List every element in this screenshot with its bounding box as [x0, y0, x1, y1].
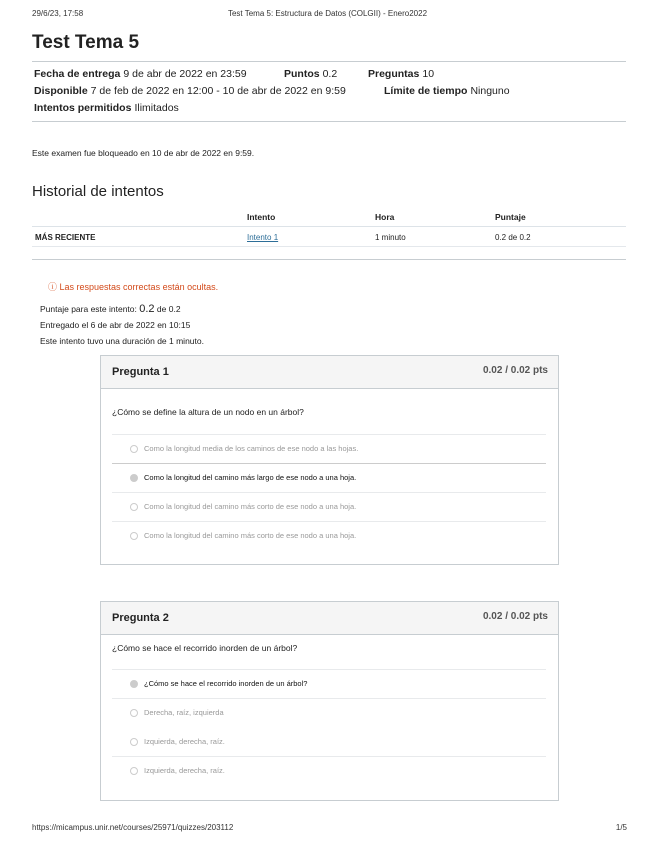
- time-limit: Límite de tiempo Ninguno: [384, 85, 510, 97]
- divider: [32, 61, 626, 62]
- answer-option-selected[interactable]: ¿Cómo se hace el recorrido inorden de un árbol?: [112, 669, 546, 699]
- answer-option[interactable]: Como la longitud media de los caminos de ese nodo a las hojas.: [112, 434, 546, 464]
- radio-icon: [130, 503, 138, 511]
- answer-option[interactable]: Como la longitud del camino más corto de ese nodo a una hoja.: [112, 521, 546, 551]
- question-2: [100, 601, 559, 801]
- question-points: 0.02 / 0.02 pts: [482, 365, 548, 376]
- availability: Disponible 7 de feb de 2022 en 12:00 - 10 de abr de 2022 en 9:59: [34, 85, 346, 97]
- answer-option[interactable]: Izquierda, derecha, raíz.: [112, 727, 546, 757]
- divider: [32, 226, 626, 227]
- answer-option[interactable]: Izquierda, derecha, raíz.: [112, 756, 546, 786]
- attempt-time: 1 minuto: [375, 233, 406, 242]
- radio-icon: [130, 445, 138, 453]
- row-label: MÁS RECIENTE: [35, 233, 96, 242]
- question-points: 0.02 / 0.02 pts: [482, 611, 548, 622]
- col-attempt: Intento: [247, 212, 276, 222]
- answer-option[interactable]: Como la longitud del camino más corto de ese nodo a una hoja.: [112, 492, 546, 522]
- footer-url: https://micampus.unir.net/courses/25971/quizzes/203112: [32, 823, 234, 832]
- divider: [32, 121, 626, 122]
- radio-selected-icon: [130, 474, 138, 482]
- questions-count: Preguntas 10: [368, 68, 435, 80]
- question-text: ¿Cómo se define la altura de un nodo en un árbol?: [112, 407, 304, 417]
- history-title: Historial de intentos: [32, 183, 164, 200]
- radio-selected-icon: [130, 680, 138, 688]
- warning-icon: ⓘ: [48, 282, 60, 292]
- question-1: [100, 355, 559, 565]
- divider: [32, 246, 626, 247]
- duration: Este intento tuvo una duración de 1 minuto.: [40, 336, 204, 346]
- question-text: ¿Cómo se hace el recorrido inorden de un árbol?: [112, 643, 298, 653]
- locked-notice: Este examen fue bloqueado en 10 de abr de 2022 en 9:59.: [32, 148, 255, 158]
- points: Puntos 0.2: [284, 68, 338, 80]
- divider: [32, 259, 626, 260]
- submitted: Entregado el 6 de abr de 2022 en 10:15: [40, 320, 191, 330]
- hidden-answers-warning: ⓘ Las respuestas correctas están ocultas.: [48, 282, 219, 292]
- attempt-score-line: Puntaje para este intento: 0.2 de 0.2: [40, 303, 181, 315]
- col-time: Hora: [375, 212, 395, 222]
- col-score: Puntaje: [495, 212, 526, 222]
- radio-icon: [130, 767, 138, 775]
- answer-option-selected[interactable]: Como la longitud del camino más largo de ese nodo a una hoja.: [112, 463, 546, 493]
- attempt-link[interactable]: Intento 1: [247, 233, 279, 242]
- print-title: Test Tema 5: Estructura de Datos (COLGII) - Enero2022: [227, 9, 428, 18]
- allowed-attempts: Intentos permitidos Ilimitados: [34, 102, 179, 114]
- question-title: Pregunta 2: [112, 612, 169, 624]
- radio-icon: [130, 738, 138, 746]
- print-datetime: 29/6/23, 17:58: [32, 9, 84, 18]
- question-title: Pregunta 1: [112, 366, 169, 378]
- page-title: Test Tema 5: [32, 32, 140, 53]
- page-number: 1/5: [615, 823, 627, 832]
- radio-icon: [130, 532, 138, 540]
- radio-icon: [130, 709, 138, 717]
- answer-option[interactable]: Derecha, raíz, izquierda: [112, 698, 546, 728]
- attempt-score: 0.2 de 0.2: [495, 233, 531, 242]
- due-date: Fecha de entrega 9 de abr de 2022 en 23:59: [34, 68, 247, 80]
